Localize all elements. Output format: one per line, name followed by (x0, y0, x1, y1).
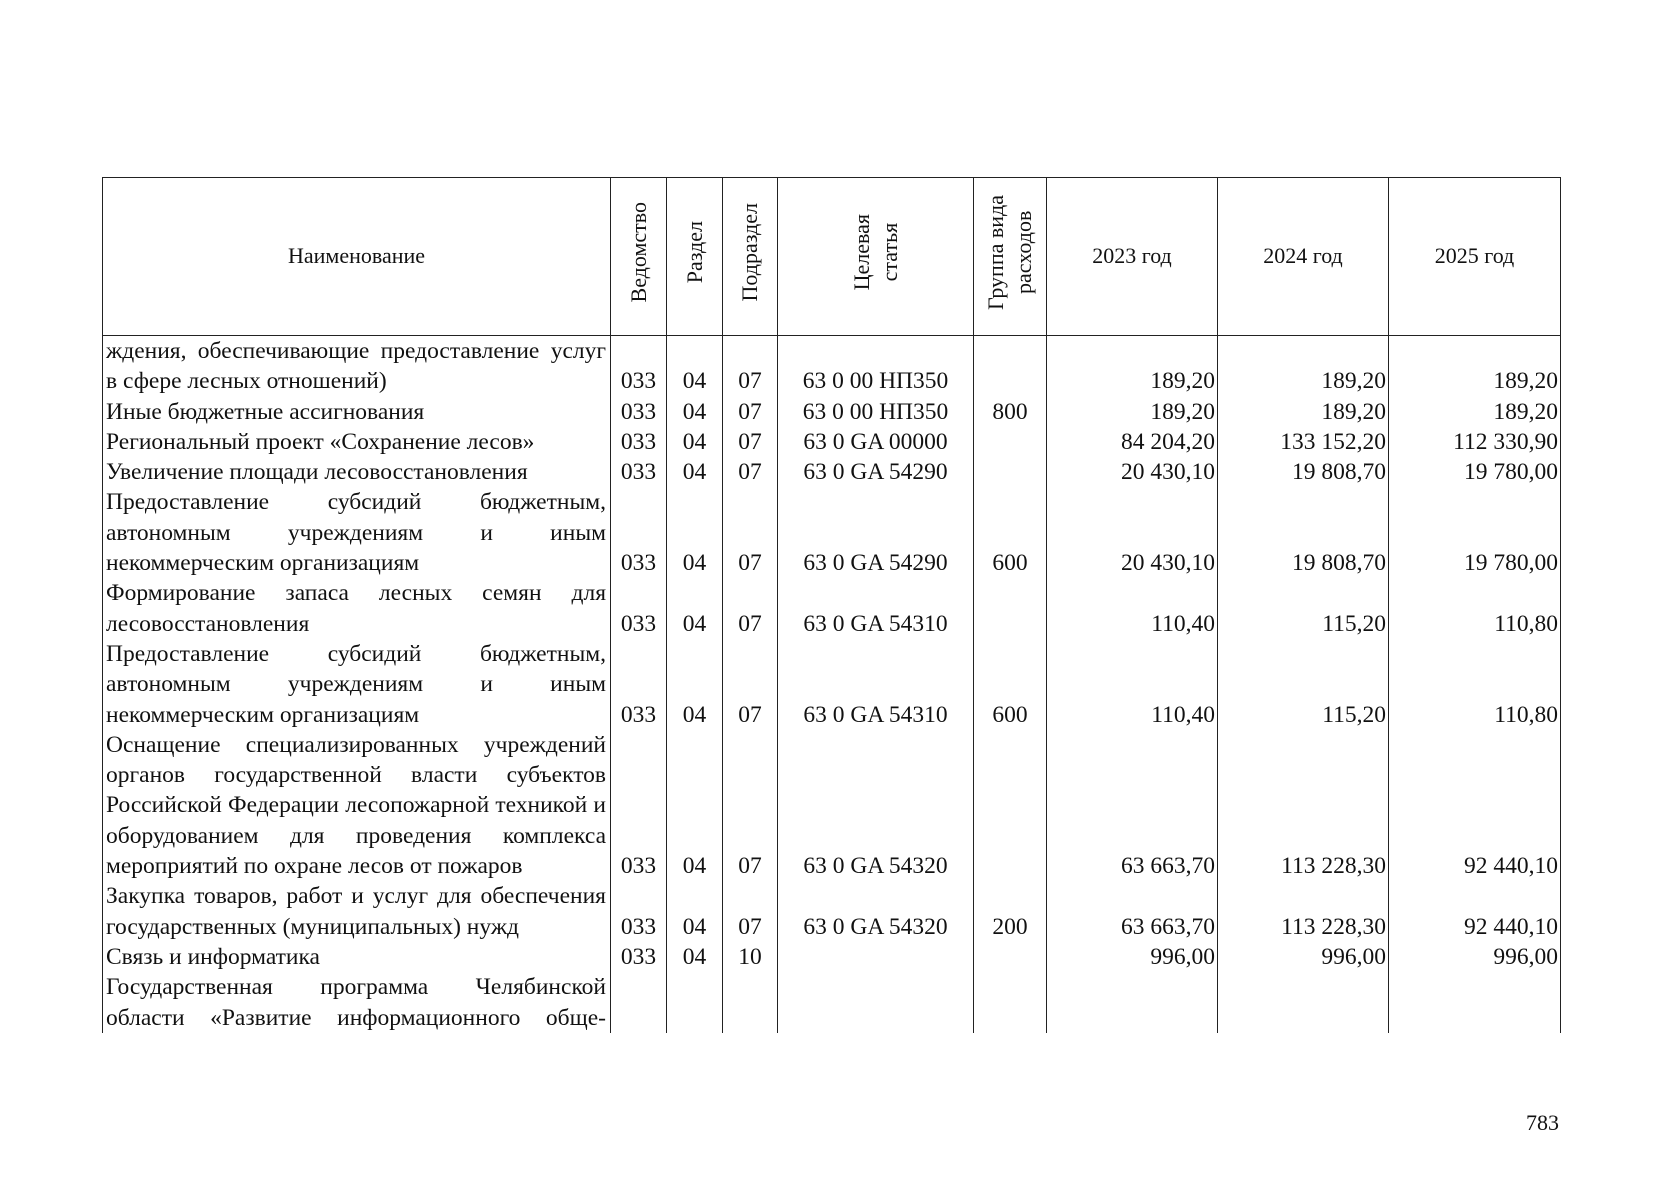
cell-department: 033 (611, 881, 667, 942)
cell-2023 (1047, 972, 1218, 1033)
table-row (103, 397, 1561, 427)
header-year-2025: 2025 год (1389, 178, 1561, 336)
cell-section: 04 (667, 487, 723, 578)
cell-subsection: 07 (723, 730, 778, 881)
cell-2023: 63 663,70 (1047, 730, 1218, 881)
cell-2023: 110,40 (1047, 578, 1218, 639)
cell-2024: 19 808,70 (1218, 487, 1389, 578)
cell-department: 033 (611, 427, 667, 457)
page-number: 783 (1526, 1110, 1559, 1135)
cell-2023: 63 663,70 (1047, 881, 1218, 942)
cell-2024: 19 808,70 (1218, 457, 1389, 487)
cell-section (667, 972, 723, 1033)
cell-2023: 996,00 (1047, 942, 1218, 972)
cell-department: 033 (611, 578, 667, 639)
cell-subsection (723, 972, 778, 1033)
cell-2024: 113 228,30 (1218, 730, 1389, 881)
cell-name: Закупка товаров, работ и услуг для обеспечения государственных (муниципальных) нужд (103, 881, 611, 942)
table-row (103, 881, 1561, 942)
cell-section: 04 (667, 730, 723, 881)
cell-2025: 92 440,10 (1389, 881, 1561, 942)
cell-2025: 19 780,00 (1389, 487, 1561, 578)
table-row (103, 730, 1561, 881)
cell-2025: 92 440,10 (1389, 730, 1561, 881)
cell-2024: 133 152,20 (1218, 427, 1389, 457)
budget-table (102, 177, 1561, 1033)
header-year-2023: 2023 год (1047, 178, 1218, 336)
cell-expense-group (974, 942, 1047, 972)
cell-subsection: 07 (723, 578, 778, 639)
cell-2023: 20 430,10 (1047, 487, 1218, 578)
cell-2023: 84 204,20 (1047, 427, 1218, 457)
cell-name: Связь и информатика (103, 942, 611, 972)
header-expense-group: Группа вида расходов (974, 178, 1047, 336)
cell-2025: 19 780,00 (1389, 457, 1561, 487)
cell-target-article: 63 0 00 НП350 (778, 397, 974, 427)
cell-target-article: 63 0 GA 54290 (778, 457, 974, 487)
cell-2025: 110,80 (1389, 639, 1561, 730)
cell-2023: 20 430,10 (1047, 457, 1218, 487)
cell-2024: 189,20 (1218, 397, 1389, 427)
cell-expense-group (974, 730, 1047, 881)
cell-name: Формирование запаса лесных семян для лесовосстановления (103, 578, 611, 639)
cell-department: 033 (611, 397, 667, 427)
cell-2025: 996,00 (1389, 942, 1561, 972)
cell-target-article: 63 0 00 НП350 (778, 336, 974, 397)
cell-target-article: 63 0 GA 00000 (778, 427, 974, 457)
cell-department: 033 (611, 942, 667, 972)
cell-section: 04 (667, 942, 723, 972)
cell-target-article (778, 972, 974, 1033)
table-row (103, 942, 1561, 972)
cell-expense-group: 600 (974, 639, 1047, 730)
cell-target-article: 63 0 GA 54320 (778, 730, 974, 881)
cell-target-article: 63 0 GA 54310 (778, 639, 974, 730)
cell-2025 (1389, 972, 1561, 1033)
cell-2024: 115,20 (1218, 578, 1389, 639)
cell-2024 (1218, 972, 1389, 1033)
table-row (103, 427, 1561, 457)
table-header-row (103, 178, 1561, 336)
table-row (103, 639, 1561, 730)
cell-target-article (778, 942, 974, 972)
cell-name: Предоставление субсидий бюджетным, автономным учреждениям и иным некоммерческим организациям (103, 487, 611, 578)
cell-target-article: 63 0 GA 54290 (778, 487, 974, 578)
cell-section: 04 (667, 457, 723, 487)
table-row (103, 487, 1561, 578)
table-row (103, 336, 1561, 397)
header-section: Раздел (667, 178, 723, 336)
cell-name: ждения, обеспечивающие предоставление услуг в сфере лесных отношений) (103, 336, 611, 397)
cell-expense-group: 200 (974, 881, 1047, 942)
cell-expense-group (974, 457, 1047, 487)
cell-department (611, 972, 667, 1033)
cell-subsection: 07 (723, 881, 778, 942)
cell-department: 033 (611, 639, 667, 730)
cell-name: Государственная программа Челябинской области «Развитие информационного обще- (103, 972, 611, 1033)
cell-2023: 189,20 (1047, 336, 1218, 397)
cell-section: 04 (667, 427, 723, 457)
cell-expense-group (974, 578, 1047, 639)
cell-department: 033 (611, 457, 667, 487)
cell-name: Иные бюджетные ассигнования (103, 397, 611, 427)
cell-department: 033 (611, 336, 667, 397)
cell-section: 04 (667, 639, 723, 730)
header-year-2024: 2024 год (1218, 178, 1389, 336)
cell-2025: 189,20 (1389, 336, 1561, 397)
header-subsection: Подраздел (723, 178, 778, 336)
cell-department: 033 (611, 730, 667, 881)
header-target-article: Целевая статья (778, 178, 974, 336)
cell-section: 04 (667, 578, 723, 639)
cell-subsection: 07 (723, 427, 778, 457)
cell-name: Предоставление субсидий бюджетным, автономным учреждениям и иным некоммерческим организациям (103, 639, 611, 730)
cell-2024: 113 228,30 (1218, 881, 1389, 942)
cell-subsection: 07 (723, 336, 778, 397)
cell-department: 033 (611, 487, 667, 578)
cell-name: Увеличение площади лесовосстановления (103, 457, 611, 487)
cell-expense-group (974, 972, 1047, 1033)
cell-section: 04 (667, 881, 723, 942)
header-name: Наименование (103, 178, 611, 336)
cell-expense-group: 600 (974, 487, 1047, 578)
cell-target-article: 63 0 GA 54310 (778, 578, 974, 639)
cell-expense-group: 800 (974, 397, 1047, 427)
cell-2024: 115,20 (1218, 639, 1389, 730)
header-department: Ведомство (611, 178, 667, 336)
cell-expense-group (974, 336, 1047, 397)
cell-name: Оснащение специализированных учреждений органов государственной власти субъектов Российской Федерации лесопожарной техникой и оборудованием для проведения комплекса мероприятий по охране лесов от пожаров (103, 730, 611, 881)
cell-subsection: 07 (723, 397, 778, 427)
cell-target-article: 63 0 GA 54320 (778, 881, 974, 942)
cell-expense-group (974, 427, 1047, 457)
cell-2025: 112 330,90 (1389, 427, 1561, 457)
cell-subsection: 07 (723, 639, 778, 730)
cell-subsection: 10 (723, 942, 778, 972)
table-row (103, 972, 1561, 1033)
cell-section: 04 (667, 397, 723, 427)
table-row (103, 578, 1561, 639)
cell-subsection: 07 (723, 487, 778, 578)
cell-2023: 189,20 (1047, 397, 1218, 427)
cell-name: Региональный проект «Сохранение лесов» (103, 427, 611, 457)
table-row (103, 457, 1561, 487)
cell-2025: 189,20 (1389, 397, 1561, 427)
cell-2023: 110,40 (1047, 639, 1218, 730)
cell-2025: 110,80 (1389, 578, 1561, 639)
cell-2024: 996,00 (1218, 942, 1389, 972)
cell-section: 04 (667, 336, 723, 397)
table-body (103, 336, 1561, 1033)
cell-2024: 189,20 (1218, 336, 1389, 397)
cell-subsection: 07 (723, 457, 778, 487)
